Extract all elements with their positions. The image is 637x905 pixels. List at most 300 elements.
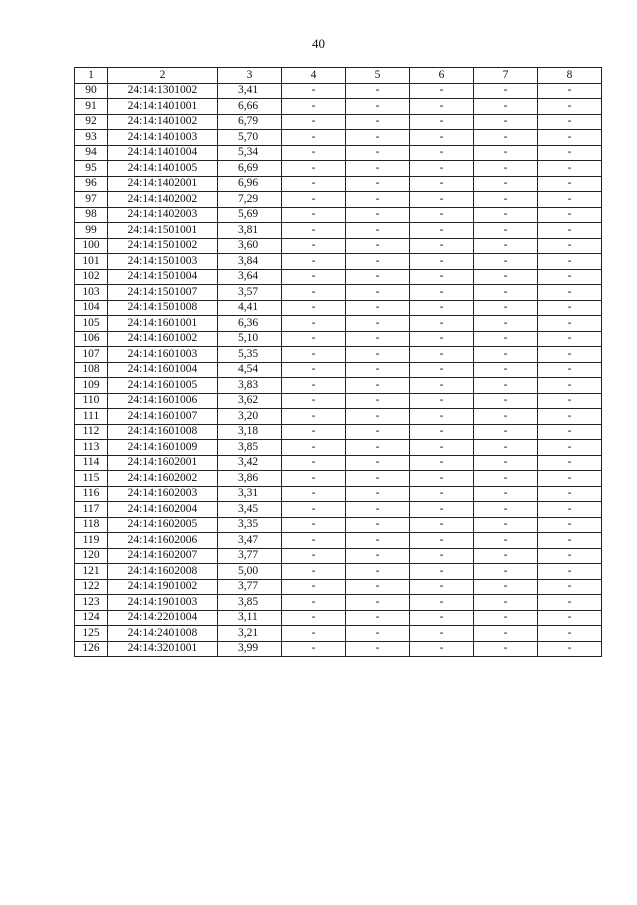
table-cell-col-5: -	[346, 238, 410, 254]
table-cell-col-5: -	[346, 440, 410, 456]
table-cell-col-8: -	[538, 579, 602, 595]
table-cell-col-3: 5,70	[218, 130, 282, 146]
table-cell-col-3: 5,34	[218, 145, 282, 161]
table-cell-col-6: -	[410, 269, 474, 285]
table-cell-col-3: 6,69	[218, 161, 282, 177]
column-header-6: 6	[410, 68, 474, 84]
table-cell-col-7: -	[474, 517, 538, 533]
table-cell-col-2: 24:14:1601006	[108, 393, 218, 409]
table-cell-col-7: -	[474, 378, 538, 394]
table-cell-col-4: -	[282, 440, 346, 456]
table-cell-col-3: 3,84	[218, 254, 282, 270]
table-cell-col-3: 3,81	[218, 223, 282, 239]
table-cell-col-1: 94	[75, 145, 108, 161]
table-cell-col-6: -	[410, 424, 474, 440]
table-row	[75, 176, 602, 192]
table-cell-col-4: -	[282, 285, 346, 301]
table-cell-col-1: 117	[75, 502, 108, 518]
table-cell-col-2: 24:14:1602008	[108, 564, 218, 580]
table-row	[75, 626, 602, 642]
table-cell-col-4: -	[282, 579, 346, 595]
table-cell-col-7: -	[474, 486, 538, 502]
table-cell-col-1: 110	[75, 393, 108, 409]
table-row	[75, 254, 602, 270]
table-cell-col-1: 98	[75, 207, 108, 223]
table-cell-col-3: 5,35	[218, 347, 282, 363]
table-cell-col-3: 7,29	[218, 192, 282, 208]
table-row	[75, 207, 602, 223]
table-cell-col-1: 123	[75, 595, 108, 611]
column-header-8: 8	[538, 68, 602, 84]
table-cell-col-7: -	[474, 83, 538, 99]
table-row	[75, 610, 602, 626]
table-cell-col-5: -	[346, 362, 410, 378]
table-row	[75, 486, 602, 502]
table-cell-col-8: -	[538, 440, 602, 456]
table-cell-col-1: 102	[75, 269, 108, 285]
table-cell-col-6: -	[410, 130, 474, 146]
table-cell-col-2: 24:14:1602007	[108, 548, 218, 564]
table-cell-col-7: -	[474, 595, 538, 611]
table-cell-col-8: -	[538, 114, 602, 130]
table-cell-col-2: 24:14:1401005	[108, 161, 218, 177]
table-cell-col-3: 5,10	[218, 331, 282, 347]
table-cell-col-8: -	[538, 269, 602, 285]
column-header-5: 5	[346, 68, 410, 84]
table-cell-col-7: -	[474, 331, 538, 347]
table-cell-col-6: -	[410, 486, 474, 502]
table-cell-col-5: -	[346, 145, 410, 161]
table-cell-col-5: -	[346, 595, 410, 611]
table-cell-col-2: 24:14:1602003	[108, 486, 218, 502]
table-cell-col-1: 97	[75, 192, 108, 208]
table-cell-col-2: 24:14:1501007	[108, 285, 218, 301]
table-cell-col-8: -	[538, 626, 602, 642]
table-cell-col-7: -	[474, 564, 538, 580]
table-row	[75, 161, 602, 177]
table-cell-col-4: -	[282, 145, 346, 161]
table-cell-col-4: -	[282, 502, 346, 518]
table-cell-col-5: -	[346, 455, 410, 471]
table-cell-col-7: -	[474, 145, 538, 161]
table-cell-col-4: -	[282, 424, 346, 440]
table-cell-col-1: 101	[75, 254, 108, 270]
table-cell-col-6: -	[410, 626, 474, 642]
table-cell-col-7: -	[474, 176, 538, 192]
table-cell-col-5: -	[346, 347, 410, 363]
table-row	[75, 238, 602, 254]
table-cell-col-8: -	[538, 471, 602, 487]
table-row	[75, 316, 602, 332]
table-cell-col-8: -	[538, 424, 602, 440]
table-cell-col-8: -	[538, 610, 602, 626]
table-cell-col-8: -	[538, 161, 602, 177]
table-cell-col-4: -	[282, 207, 346, 223]
table-body	[75, 83, 602, 657]
table-cell-col-6: -	[410, 362, 474, 378]
table-cell-col-7: -	[474, 409, 538, 425]
table-cell-col-5: -	[346, 161, 410, 177]
table-row	[75, 285, 602, 301]
table-cell-col-8: -	[538, 347, 602, 363]
table-cell-col-4: -	[282, 238, 346, 254]
table-cell-col-2: 24:14:1601004	[108, 362, 218, 378]
table-cell-col-1: 96	[75, 176, 108, 192]
table-cell-col-3: 3,64	[218, 269, 282, 285]
table-cell-col-5: -	[346, 223, 410, 239]
table-cell-col-7: -	[474, 471, 538, 487]
table-cell-col-3: 3,85	[218, 595, 282, 611]
table-cell-col-6: -	[410, 517, 474, 533]
table-cell-col-6: -	[410, 316, 474, 332]
table-cell-col-3: 6,96	[218, 176, 282, 192]
table-cell-col-4: -	[282, 595, 346, 611]
table-cell-col-3: 3,20	[218, 409, 282, 425]
table-cell-col-1: 126	[75, 641, 108, 657]
table-cell-col-3: 3,41	[218, 83, 282, 99]
table-cell-col-5: -	[346, 424, 410, 440]
table-cell-col-8: -	[538, 207, 602, 223]
table-cell-col-3: 5,00	[218, 564, 282, 580]
table-row	[75, 440, 602, 456]
table-cell-col-3: 6,66	[218, 99, 282, 115]
table-cell-col-3: 3,35	[218, 517, 282, 533]
table-cell-col-1: 104	[75, 300, 108, 316]
table-row	[75, 378, 602, 394]
table-cell-col-6: -	[410, 83, 474, 99]
table-cell-col-4: -	[282, 455, 346, 471]
table-cell-col-3: 3,18	[218, 424, 282, 440]
table-cell-col-8: -	[538, 300, 602, 316]
table-cell-col-3: 4,54	[218, 362, 282, 378]
table-cell-col-4: -	[282, 223, 346, 239]
table-cell-col-6: -	[410, 548, 474, 564]
table-cell-col-2: 24:14:1901003	[108, 595, 218, 611]
table-cell-col-5: -	[346, 517, 410, 533]
table-cell-col-2: 24:14:1401003	[108, 130, 218, 146]
table-cell-col-5: -	[346, 533, 410, 549]
table-cell-col-4: -	[282, 610, 346, 626]
table-cell-col-6: -	[410, 579, 474, 595]
table-cell-col-3: 3,57	[218, 285, 282, 301]
table-row	[75, 471, 602, 487]
table-cell-col-5: -	[346, 409, 410, 425]
table-cell-col-2: 24:14:1401004	[108, 145, 218, 161]
table-row	[75, 517, 602, 533]
table-cell-col-8: -	[538, 564, 602, 580]
table-cell-col-1: 116	[75, 486, 108, 502]
table-cell-col-3: 3,42	[218, 455, 282, 471]
table-cell-col-2: 24:14:3201001	[108, 641, 218, 657]
table-cell-col-7: -	[474, 347, 538, 363]
table-cell-col-2: 24:14:1602006	[108, 533, 218, 549]
table-cell-col-6: -	[410, 564, 474, 580]
table-cell-col-2: 24:14:1401002	[108, 114, 218, 130]
table-row	[75, 595, 602, 611]
table-cell-col-4: -	[282, 409, 346, 425]
table-cell-col-1: 92	[75, 114, 108, 130]
table-cell-col-1: 103	[75, 285, 108, 301]
column-header-1: 1	[75, 68, 108, 84]
table-cell-col-6: -	[410, 254, 474, 270]
table-row	[75, 502, 602, 518]
table-cell-col-7: -	[474, 393, 538, 409]
table-cell-col-6: -	[410, 595, 474, 611]
table-cell-col-6: -	[410, 409, 474, 425]
table-cell-col-7: -	[474, 161, 538, 177]
table-cell-col-4: -	[282, 254, 346, 270]
table-cell-col-3: 3,45	[218, 502, 282, 518]
table-cell-col-3: 3,85	[218, 440, 282, 456]
table-cell-col-8: -	[538, 378, 602, 394]
table-cell-col-3: 3,31	[218, 486, 282, 502]
table-cell-col-2: 24:14:1402003	[108, 207, 218, 223]
table-row	[75, 533, 602, 549]
table-cell-col-8: -	[538, 486, 602, 502]
table-cell-col-4: -	[282, 192, 346, 208]
table-cell-col-8: -	[538, 176, 602, 192]
table-cell-col-6: -	[410, 176, 474, 192]
table-cell-col-5: -	[346, 300, 410, 316]
table-cell-col-6: -	[410, 161, 474, 177]
table-cell-col-3: 3,99	[218, 641, 282, 657]
table-cell-col-2: 24:14:1601009	[108, 440, 218, 456]
table-cell-col-5: -	[346, 269, 410, 285]
table-cell-col-6: -	[410, 440, 474, 456]
table-cell-col-6: -	[410, 300, 474, 316]
column-header-3: 3	[218, 68, 282, 84]
table-cell-col-8: -	[538, 548, 602, 564]
table-row	[75, 393, 602, 409]
table-cell-col-4: -	[282, 517, 346, 533]
table-cell-col-7: -	[474, 362, 538, 378]
column-header-2: 2	[108, 68, 218, 84]
table-cell-col-2: 24:14:1501002	[108, 238, 218, 254]
data-table	[74, 67, 602, 657]
table-cell-col-5: -	[346, 579, 410, 595]
table-cell-col-1: 112	[75, 424, 108, 440]
table-row	[75, 564, 602, 580]
table-cell-col-7: -	[474, 114, 538, 130]
table-cell-col-7: -	[474, 238, 538, 254]
table-cell-col-1: 100	[75, 238, 108, 254]
table-row	[75, 362, 602, 378]
table-row	[75, 130, 602, 146]
table-cell-col-4: -	[282, 114, 346, 130]
table-cell-col-3: 6,79	[218, 114, 282, 130]
table-cell-col-5: -	[346, 641, 410, 657]
table-cell-col-8: -	[538, 331, 602, 347]
table-cell-col-4: -	[282, 130, 346, 146]
table-cell-col-2: 24:14:1601003	[108, 347, 218, 363]
table-cell-col-7: -	[474, 254, 538, 270]
table-cell-col-6: -	[410, 99, 474, 115]
table-cell-col-3: 3,21	[218, 626, 282, 642]
table-cell-col-1: 113	[75, 440, 108, 456]
table-cell-col-3: 3,86	[218, 471, 282, 487]
table-cell-col-2: 24:14:1602005	[108, 517, 218, 533]
table-row	[75, 347, 602, 363]
table-cell-col-4: -	[282, 331, 346, 347]
table-cell-col-7: -	[474, 300, 538, 316]
table-cell-col-5: -	[346, 83, 410, 99]
table-cell-col-8: -	[538, 316, 602, 332]
table-cell-col-1: 106	[75, 331, 108, 347]
table-cell-col-1: 120	[75, 548, 108, 564]
table-cell-col-1: 107	[75, 347, 108, 363]
table-cell-col-4: -	[282, 316, 346, 332]
table-cell-col-4: -	[282, 176, 346, 192]
table-cell-col-2: 24:14:1601007	[108, 409, 218, 425]
table-cell-col-6: -	[410, 331, 474, 347]
table-cell-col-4: -	[282, 533, 346, 549]
table-cell-col-2: 24:14:1901002	[108, 579, 218, 595]
table-cell-col-3: 3,77	[218, 579, 282, 595]
table-cell-col-8: -	[538, 517, 602, 533]
table-cell-col-7: -	[474, 610, 538, 626]
table-cell-col-7: -	[474, 207, 538, 223]
table-cell-col-3: 3,47	[218, 533, 282, 549]
table-cell-col-5: -	[346, 393, 410, 409]
table-row	[75, 424, 602, 440]
table-cell-col-6: -	[410, 285, 474, 301]
table-cell-col-1: 91	[75, 99, 108, 115]
table-cell-col-6: -	[410, 223, 474, 239]
table-cell-col-5: -	[346, 331, 410, 347]
table-cell-col-5: -	[346, 316, 410, 332]
table-cell-col-1: 122	[75, 579, 108, 595]
table-cell-col-2: 24:14:1402001	[108, 176, 218, 192]
table-row	[75, 269, 602, 285]
table-cell-col-2: 24:14:1501004	[108, 269, 218, 285]
table-cell-col-8: -	[538, 595, 602, 611]
table-cell-col-7: -	[474, 641, 538, 657]
table-cell-col-6: -	[410, 145, 474, 161]
table-cell-col-6: -	[410, 238, 474, 254]
table-cell-col-4: -	[282, 300, 346, 316]
page-number: 40	[312, 36, 325, 51]
table-cell-col-1: 125	[75, 626, 108, 642]
table-cell-col-7: -	[474, 455, 538, 471]
table-cell-col-6: -	[410, 347, 474, 363]
table-cell-col-1: 124	[75, 610, 108, 626]
table-cell-col-1: 90	[75, 83, 108, 99]
table-cell-col-2: 24:14:1401001	[108, 99, 218, 115]
table-cell-col-6: -	[410, 471, 474, 487]
table-cell-col-6: -	[410, 393, 474, 409]
table-cell-col-6: -	[410, 533, 474, 549]
table-cell-col-8: -	[538, 223, 602, 239]
table-cell-col-2: 24:14:1601001	[108, 316, 218, 332]
table-cell-col-4: -	[282, 99, 346, 115]
table-cell-col-1: 99	[75, 223, 108, 239]
table-cell-col-7: -	[474, 99, 538, 115]
table-cell-col-7: -	[474, 285, 538, 301]
table-cell-col-8: -	[538, 502, 602, 518]
table-cell-col-4: -	[282, 378, 346, 394]
table-cell-col-8: -	[538, 254, 602, 270]
table-cell-col-3: 3,77	[218, 548, 282, 564]
table-cell-col-3: 4,41	[218, 300, 282, 316]
table-cell-col-2: 24:14:1501008	[108, 300, 218, 316]
table-cell-col-4: -	[282, 83, 346, 99]
table-row	[75, 455, 602, 471]
table-cell-col-3: 3,60	[218, 238, 282, 254]
table-cell-col-2: 24:14:2401008	[108, 626, 218, 642]
table-cell-col-3: 3,62	[218, 393, 282, 409]
header-row	[75, 68, 602, 84]
table-cell-col-2: 24:14:1601008	[108, 424, 218, 440]
table-cell-col-5: -	[346, 626, 410, 642]
table-cell-col-4: -	[282, 564, 346, 580]
table-cell-col-2: 24:14:1601005	[108, 378, 218, 394]
table-cell-col-8: -	[538, 238, 602, 254]
table-cell-col-1: 95	[75, 161, 108, 177]
table-cell-col-6: -	[410, 610, 474, 626]
table-row	[75, 145, 602, 161]
table-cell-col-5: -	[346, 254, 410, 270]
table-cell-col-1: 93	[75, 130, 108, 146]
table-cell-col-3: 5,69	[218, 207, 282, 223]
table-row	[75, 331, 602, 347]
table-cell-col-2: 24:14:1402002	[108, 192, 218, 208]
table-cell-col-8: -	[538, 641, 602, 657]
table-cell-col-1: 115	[75, 471, 108, 487]
table-cell-col-4: -	[282, 641, 346, 657]
table-cell-col-4: -	[282, 486, 346, 502]
table-cell-col-7: -	[474, 548, 538, 564]
table-cell-col-1: 109	[75, 378, 108, 394]
table-cell-col-8: -	[538, 455, 602, 471]
table-cell-col-7: -	[474, 223, 538, 239]
table-cell-col-2: 24:14:1602001	[108, 455, 218, 471]
table-cell-col-2: 24:14:1601002	[108, 331, 218, 347]
table-cell-col-8: -	[538, 99, 602, 115]
table-cell-col-6: -	[410, 207, 474, 223]
table-cell-col-1: 105	[75, 316, 108, 332]
table-cell-col-2: 24:14:1501001	[108, 223, 218, 239]
table-cell-col-8: -	[538, 285, 602, 301]
table-cell-col-2: 24:14:1501003	[108, 254, 218, 270]
table-cell-col-4: -	[282, 393, 346, 409]
table-cell-col-8: -	[538, 533, 602, 549]
table-cell-col-1: 121	[75, 564, 108, 580]
table-row	[75, 223, 602, 239]
table-cell-col-4: -	[282, 548, 346, 564]
table-cell-col-4: -	[282, 362, 346, 378]
table-cell-col-6: -	[410, 378, 474, 394]
table-cell-col-1: 118	[75, 517, 108, 533]
table-cell-col-4: -	[282, 471, 346, 487]
table-cell-col-7: -	[474, 130, 538, 146]
table-cell-col-7: -	[474, 192, 538, 208]
table-cell-col-2: 24:14:1602004	[108, 502, 218, 518]
table-cell-col-8: -	[538, 362, 602, 378]
table-cell-col-5: -	[346, 114, 410, 130]
table-row	[75, 641, 602, 657]
column-header-4: 4	[282, 68, 346, 84]
table-cell-col-1: 108	[75, 362, 108, 378]
table-cell-col-6: -	[410, 455, 474, 471]
table-cell-col-5: -	[346, 176, 410, 192]
table-cell-col-5: -	[346, 548, 410, 564]
table-row	[75, 192, 602, 208]
table-cell-col-3: 6,36	[218, 316, 282, 332]
table-cell-col-7: -	[474, 502, 538, 518]
table-cell-col-5: -	[346, 502, 410, 518]
table-row	[75, 83, 602, 99]
table-cell-col-5: -	[346, 378, 410, 394]
